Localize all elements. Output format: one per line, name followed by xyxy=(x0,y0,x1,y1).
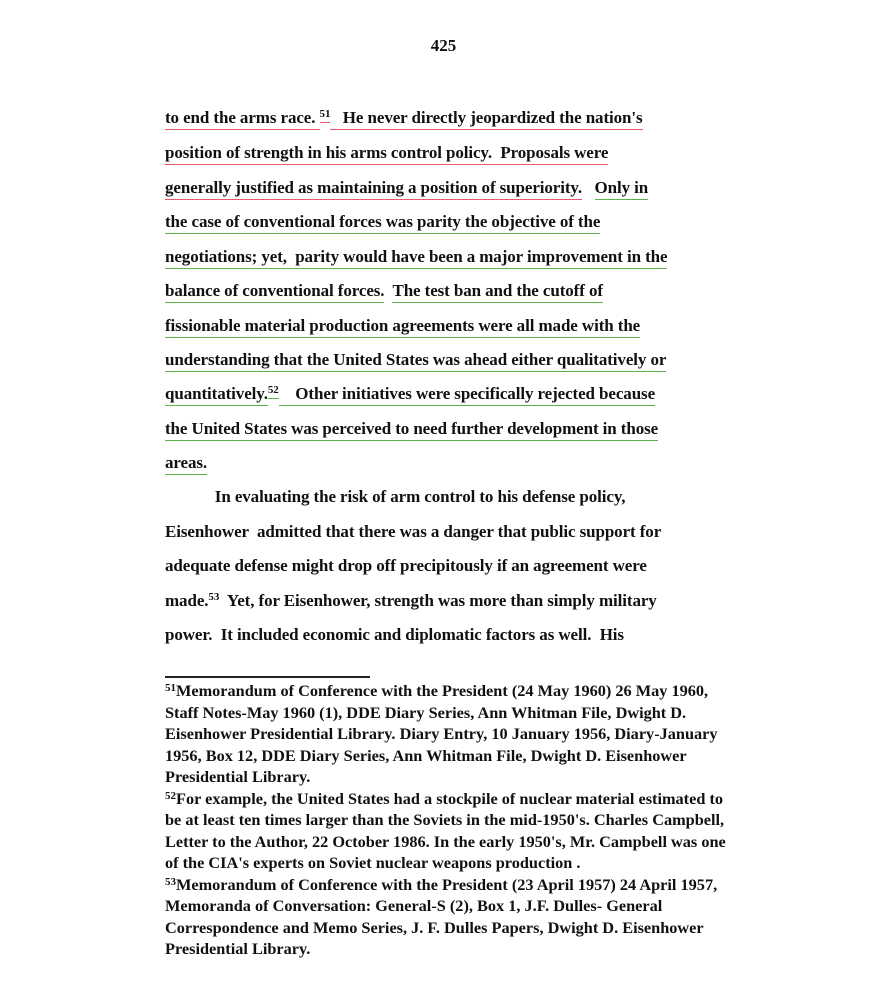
body-line xyxy=(165,178,648,198)
text-segment: to end the arms race. xyxy=(165,108,320,130)
body-line xyxy=(165,419,658,439)
footnote-number: 52 xyxy=(165,789,176,802)
text-segment: the United States was perceived to need further development in those xyxy=(165,419,658,441)
body-line xyxy=(165,453,207,473)
text-segment: He never directly jeopardized the nation's xyxy=(330,108,642,130)
body-line xyxy=(165,384,655,404)
footnote-text: For example, the United States had a stockpile of nuclear material estimated to be at least ten times larger than the Soviets in the mid-1950's. Charles Campbell, Letter to the Author, 22 October 1986. In the early 1950's, Mr. Campbell was one of the CIA's experts on Soviet nuclear weapons production . xyxy=(165,788,726,872)
text-segment: fissionable material production agreements were all made with the xyxy=(165,316,640,338)
text-segment: areas. xyxy=(165,453,207,475)
text-segment: Eisenhower admitted that there was a danger that public support for xyxy=(165,522,662,541)
text-segment xyxy=(582,178,594,199)
footnote-divider xyxy=(165,676,370,678)
footnote-number: 53 xyxy=(165,875,176,888)
text-segment: generally justified as maintaining a position of superiority. xyxy=(165,178,582,200)
body-line xyxy=(165,281,603,301)
body-line xyxy=(165,625,624,645)
footnote-reference: 52 xyxy=(268,384,279,399)
text-segment: negotiations; yet, parity would have been a major improvement in the xyxy=(165,247,667,269)
body-line xyxy=(165,247,667,267)
text-segment: understanding that the United States was ahead either qualitatively or xyxy=(165,350,666,372)
body-line xyxy=(165,350,666,370)
body-line xyxy=(165,212,600,232)
body-line xyxy=(165,591,657,611)
footnote xyxy=(165,680,735,788)
text-segment: The test ban and the cutoff of xyxy=(392,281,602,303)
body-line xyxy=(165,143,608,163)
footnote-number: 51 xyxy=(165,682,176,694)
text-segment: Other initiatives were specifically rejected because xyxy=(279,384,655,406)
page-number: 425 xyxy=(430,36,457,55)
body-line xyxy=(165,108,643,128)
text-segment: quantitatively. xyxy=(165,384,268,406)
footnote-reference: 51 xyxy=(320,108,331,123)
footnote-text: Memorandum of Conference with the President (23 April 1957) 24 April 1957, Memoranda of Conversation: General-S (2), Box 1, J.F. Dulles- General Correspondence and Memo Series, J. F. Dulles Papers, Dwight D. Eisenhower Presidential Library. xyxy=(165,874,718,958)
footnote xyxy=(165,788,735,874)
footnote-text: Memorandum of Conference with the President (24 May 1960) 26 May 1960, Staff Notes-May 1960 (1), DDE Diary Series, Ann Whitman File, Dwight D. Eisenhower Presidential Library. Diary Entry, 10 January 1956, Diary-January 1956, Box 12, DDE Diary Series, Ann Whitman File, Dwight D. Eisenhower Presidential Library. xyxy=(165,681,718,786)
footnote xyxy=(165,874,735,960)
body-line xyxy=(165,522,661,542)
footnotes xyxy=(165,680,735,960)
text-segment: Only in xyxy=(595,178,649,200)
text-segment: power. It included economic and diplomatic factors as well. His xyxy=(165,625,624,644)
body-line xyxy=(165,487,625,507)
footnote-reference: 53 xyxy=(208,591,220,603)
body-line xyxy=(165,316,640,336)
body-line xyxy=(165,556,647,576)
text-segment: Yet, for Eisenhower, strength was more than simply military xyxy=(219,591,657,610)
text-segment: made. xyxy=(165,591,209,610)
text-segment: balance of conventional forces. xyxy=(165,281,384,303)
text-segment: position of strength in his arms control policy. Proposals were xyxy=(165,143,608,165)
text-segment: In evaluating the risk of arm control to his defense policy, xyxy=(165,487,626,506)
text-segment: adequate defense might drop off precipitously if an agreement were xyxy=(165,556,647,575)
text-segment: the case of conventional forces was parity the objective of the xyxy=(165,212,600,234)
